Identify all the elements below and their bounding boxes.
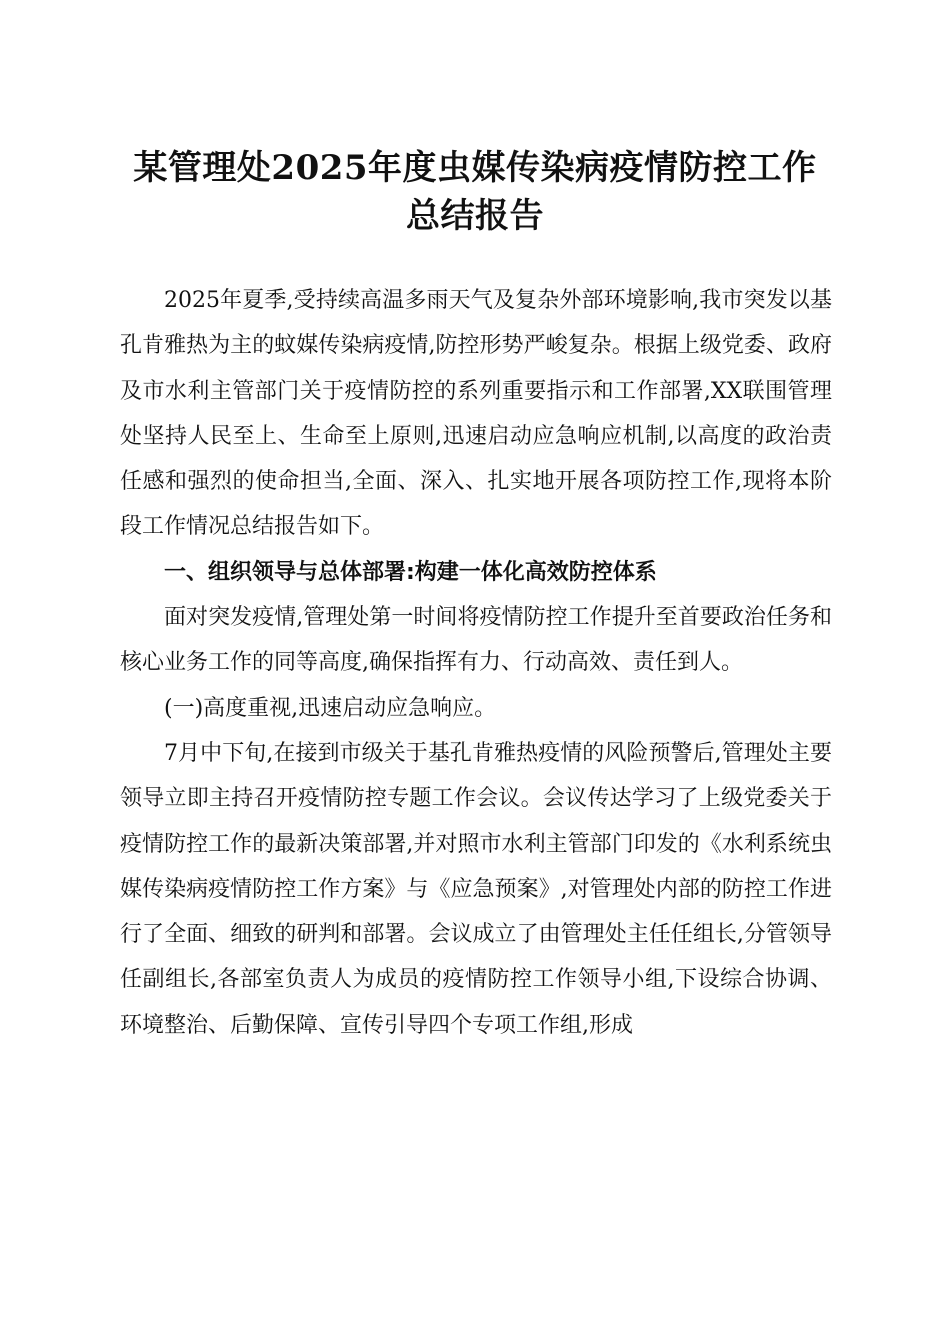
- document-title-line-2: 总结报告: [406, 196, 544, 236]
- document-title-line-1: 某管理处2025年度虫媒传染病疫情防控工作: [133, 148, 817, 188]
- subsection-heading-1: (一)高度重视,迅速启动应急响应。: [164, 695, 497, 721]
- document-body: [120, 278, 832, 1048]
- paragraph-subsection-1: 7月中下旬,在接到市级关于基孔肯雅热疫情的风险预警后,管理处主要领导立即主持召开疫情防控专题工作会议。会议传达学习了上级党委关于疫情防控工作的最新决策部署,并对照市水利主管部门印发的《水利系统虫媒传染病疫情防控工作方案》与《应急预案》,对管理处内部的防控工作进行了全面、细致的研判和部署。会议成立了由管理处主任任组长,分管领导任副组长,各部室负责人为成员的疫情防控工作领导小组,下设综合协调、环境整治、后勤保障、宣传引导四个专项工作组,形成: [120, 740, 832, 1038]
- paragraph-section-1: 面对突发疫情,管理处第一时间将疫情防控工作提升至首要政治任务和核心业务工作的同等高度,确保指挥有力、行动高效、责任到人。: [120, 605, 832, 676]
- paragraph-intro: 2025年夏季,受持续高温多雨天气及复杂外部环境影响,我市突发以基孔肯雅热为主的蚊媒传染病疫情,防控形势严峻复杂。根据上级党委、政府及市水利主管部门关于疫情防控的系列重要指示和工作部署,XX联围管理处坚持人民至上、生命至上原则,迅速启动应急响应机制,以高度的政治责任感和强烈的使命担当,全面、深入、扎实地开展各项防控工作,现将本阶段工作情况总结报告如下。: [120, 288, 832, 540]
- section-heading-1: 一、组织领导与总体部署:构建一体化高效防控体系: [164, 559, 657, 585]
